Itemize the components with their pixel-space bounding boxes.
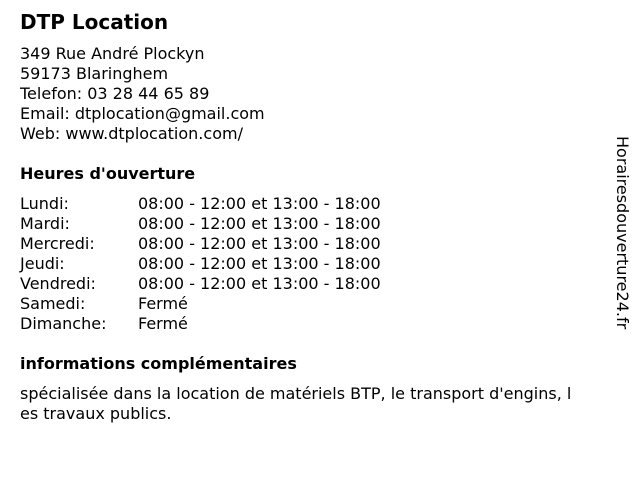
website: Web: www.dtplocation.com/: [20, 124, 243, 143]
day-label: Lundi:: [20, 194, 69, 213]
phone-number: Telefon: 03 28 44 65 89: [20, 84, 210, 103]
city-postcode: 59173 Blaringhem: [20, 64, 169, 83]
hours-row-wednesday: [20, 234, 381, 254]
day-label: Dimanche:: [20, 314, 107, 333]
business-name: DTP Location: [20, 10, 169, 34]
day-label: Mercredi:: [20, 234, 95, 253]
hours-row-thursday: [20, 254, 381, 274]
day-hours: Fermé: [138, 294, 188, 313]
day-label: Samedi:: [20, 294, 86, 313]
email-address: Email: dtplocation@gmail.com: [20, 104, 265, 123]
day-hours: 08:00 - 12:00 et 13:00 - 18:00: [138, 194, 381, 213]
street-address: 349 Rue André Plockyn: [20, 44, 205, 63]
hours-row-sunday: [20, 314, 381, 334]
day-hours: 08:00 - 12:00 et 13:00 - 18:00: [138, 214, 381, 233]
day-label: Mardi:: [20, 214, 70, 233]
hours-row-saturday: [20, 294, 381, 314]
hours-row-tuesday: [20, 214, 381, 234]
watermark-text: Horairesdouverture24.fr: [613, 136, 632, 330]
hours-row-monday: [20, 194, 381, 214]
info-description: spécialisée dans la location de matériels BTP, le transport d'engins, les travaux publics.: [20, 384, 572, 423]
hours-row-friday: [20, 274, 381, 294]
info-heading: informations complémentaires: [20, 354, 297, 373]
hours-heading: Heures d'ouverture: [20, 164, 196, 183]
address-block: [20, 44, 265, 144]
hours-table: [20, 194, 381, 334]
day-hours: 08:00 - 12:00 et 13:00 - 18:00: [138, 274, 381, 293]
day-label: Jeudi:: [20, 254, 65, 273]
day-hours: 08:00 - 12:00 et 13:00 - 18:00: [138, 254, 381, 273]
day-label: Vendredi:: [20, 274, 96, 293]
day-hours: 08:00 - 12:00 et 13:00 - 18:00: [138, 234, 381, 253]
day-hours: Fermé: [138, 314, 188, 333]
